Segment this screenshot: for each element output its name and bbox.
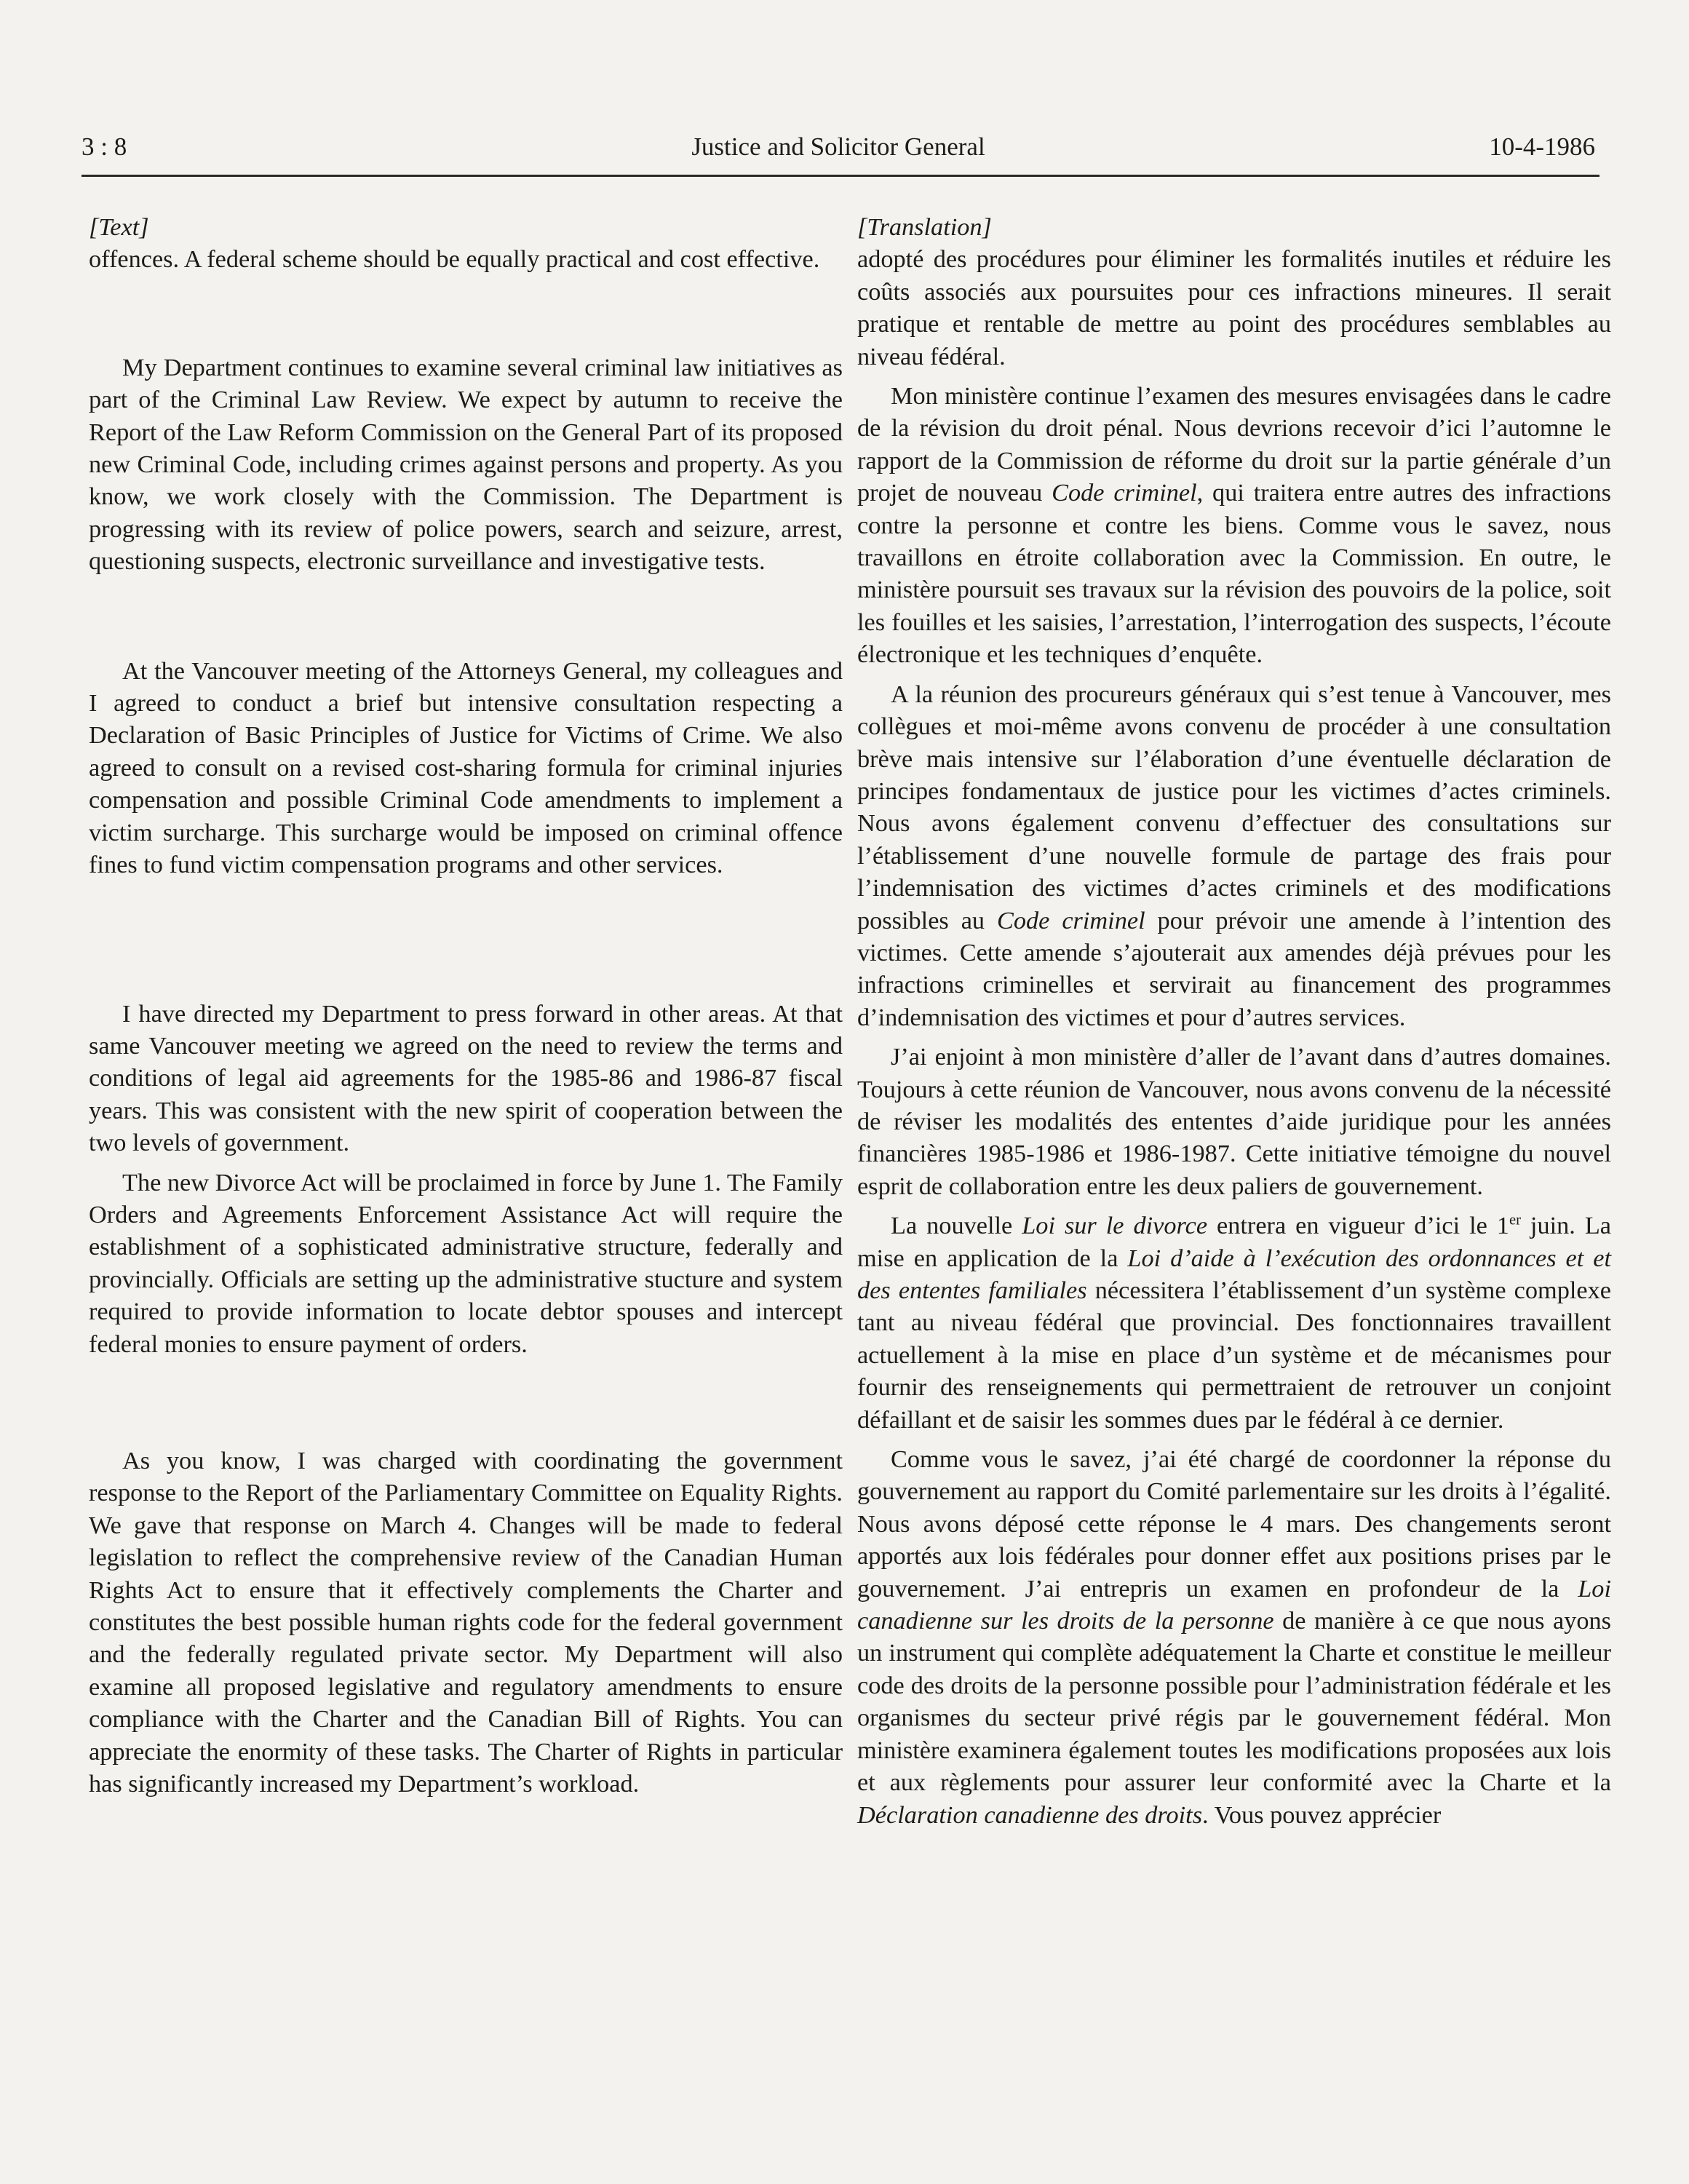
paragraph-legal-aid: I have directed my Department to press forward in other areas. At that same Vancouver meeting we agreed on the need to review the terms and conditions of legal aid agreements for the 1985-86 and 1986-87 fiscal years. This was consistent with the new spirit of cooperation between the two levels of government. <box>89 999 843 1157</box>
paragraph-procureurs-fr: A la réunion des procureurs généraux qui s’est tenue à Vancouver, mes collègues et moi-même avons convenu de procéder à une consultation brève mais intensive sur l’élaboration d’une éventuelle déclaration de principes fondamentaux de justice pour les victimes d’actes criminels. Nous avons également convenu d’effectuer des consultations sur l’établissement d’une nouvelle formule de partage des frais pour l’indemnisation des victimes d’actes criminels et des modifications possibles au Code criminel pour prévoir une amende à l’intention des victimes. Cette amende s’ajouterait aux amendes déjà prévues pour les infractions criminelles et servirait au financement des programmes d’indemnisation des victimes et pour d’autres services. <box>857 680 1611 1031</box>
paragraph-divorce-fr: La nouvelle Loi sur le divorce entrera en vigueur d’ici le 1er juin. La mise en application de la Loi d’aide à l’exécution des ordonnances et et des ententes familiales nécessitera l’établissement d’un système complexe tant au niveau fédéral que provincial. Des fonctionnaires travaillent actuellement à la mise en place d’un système et de mécanismes pour fournir des renseignements qui permettraient de retrouver un conjoint défaillant et de saisir les sommes dues par le fédéral à ce dernier. <box>857 1212 1612 1434</box>
paragraph-aide-juridique-fr: J’ai enjoint à mon ministère d’aller de l’avant dans d’autres domaines. Toujours à cette réunion de Vancouver, nous avons convenu de la nécessité de réviser les modalités des ententes d’aide juridique pour les années financières 1985-1986 et 1986-1987. Cette initiative témoigne du nouvel esprit de collaboration entre les deux paliers de gouvernement. <box>857 1043 1611 1200</box>
paragraph-procedures-fr: adopté des procédures pour éliminer les formalités inutiles et réduire les coûts associés aux poursuites pour ces infractions mineures. Il serait pratique et rentable de mettre au point des procédures semblables au niveau fédéral. <box>857 245 1611 370</box>
translation-tag: [Translation] <box>857 213 992 241</box>
paragraph-equality-rights: As you know, I was charged with coordinating the government response to the Report of the Parliamentary Committee on Equality Rights. We gave that response on March 4. Changes will be made to federal legislation to reflect the comprehensive review of the Canadian Human Rights Act to ensure that it effectively complements the Charter and constitutes the best possible human rights code for the federal government and the federally regulated private sector. My Department will also examine all proposed legislative and regulatory amendments to ensure compliance with the Charter and the Canadian Bill of Rights. You can appreciate the enormity of these tasks. The Charter of Rights in particular has significantly increased my Department’s workload. <box>89 1446 843 1798</box>
header-date: 10-4-1986 <box>1489 132 1595 161</box>
text-tag: [Text] <box>89 213 149 241</box>
paragraph-criminal-law-review: My Department continues to examine several criminal law initiatives as part of the Criminal Law Review. We expect by autumn to receive the Report of the Law Reform Commission on the General Part of its proposed new Criminal Code, including crimes against persons and property. As you know, we work closely with the Commission. The Department is progressing with its review of police powers, search and seizure, arrest, questioning suspects, electronic surveillance and investigative tests. <box>89 353 843 576</box>
paragraph-egalite-fr: Comme vous le savez, j’ai été chargé de coordonner la réponse du gouvernement au rapport du Comité parlementaire sur les droits à l’égalité. Nous avons déposé cette réponse le 4 mars. Des changements seront apportés aux lois fédérales pour donner effet aux positions prises par le gouvernement. J’ai entrepris un examen en profondeur de la Loi canadienne sur les droits de la personne de manière à ce que nous ayons un instrument qui complète adéquatement la Charte et constitue le meilleur code des droits de la personne possible pour l’administration fédérale et les organismes du secteur privé régis par le gouvernement fédéral. Mon ministère examinera également toutes les modifications proposées aux lois et aux règlements pour assurer leur conformité avec la Charte et la Déclaration canadienne des droits. Vous pouvez apprécier <box>857 1445 1611 1829</box>
page-header <box>82 130 1595 173</box>
french-column <box>857 211 1611 1831</box>
paragraph-vancouver-meeting: At the Vancouver meeting of the Attorneys General, my colleagues and I agreed to conduct a brief but intensive consultation respecting a Declaration of Basic Principles of Justice for Victims of Crime. We also agreed to consult on a revised cost-sharing formula for criminal injuries compensation and possible Criminal Code amendments to implement a victim surcharge. This surcharge would be imposed on criminal offence fines to fund victim compensation programs and other services. <box>89 656 843 879</box>
english-column <box>89 211 843 1800</box>
paragraph-offences: offences. A federal scheme should be equally practical and cost effective. <box>89 245 820 274</box>
paragraph-divorce-act: The new Divorce Act will be proclaimed in force by June 1. The Family Orders and Agreements Enforcement Assistance Act will require the establishment of a sophisticated administrative structure, federally and provincially. Officials are setting up the administrative stucture and system required to provide information to locate debtor spouses and intercept federal monies to ensure payment of orders. <box>89 1168 843 1358</box>
running-title: Justice and Solicitor General <box>691 132 985 161</box>
paragraph-droit-penal-fr: Mon ministère continue l’examen des mesures envisagées dans le cadre de la révision du droit pénal. Nous devrions recevoir d’ici l’automne le rapport de la Commission de réforme du droit sur la partie générale d’un projet de nouveau Code criminel, qui traitera entre autres des infractions contre la personne et contre les biens. Comme vous le savez, nous travaillons en étroite collaboration avec la Commission. En outre, le ministère poursuit ses travaux sur la révision des pouvoirs de la police, soit les fouilles et les saisies, l’arrestation, l’interrogation des suspects, l’écoute électronique et les techniques d’enquête. <box>857 382 1612 669</box>
header-rule <box>82 175 1599 177</box>
page-number: 3 : 8 <box>82 132 127 161</box>
